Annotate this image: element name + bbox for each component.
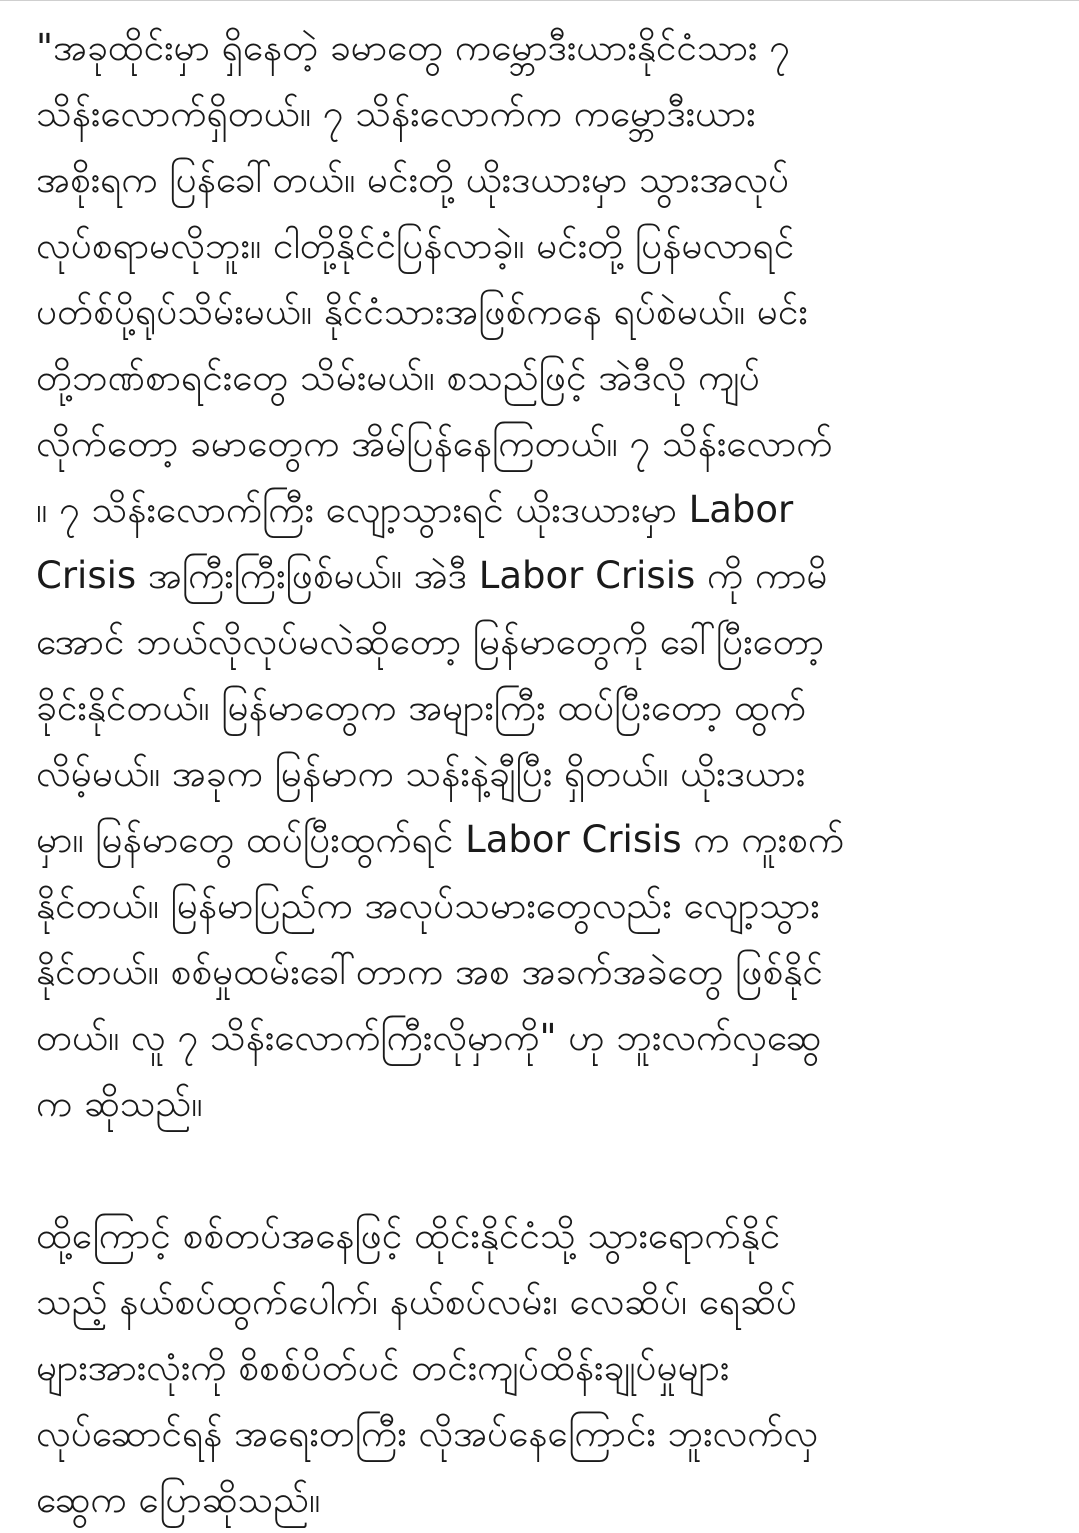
quote-paragraph [36, 15, 1056, 1137]
text-line: ထို့ကြောင့် စစ်တပ်အနေဖြင့် ထိုင်းနိုင်ငံသို့ သွားရောက်နိုင် [36, 1214, 781, 1257]
text-line: Crisis အကြီးကြီးဖြစ်မယ်။ အဲဒီ Labor Crisis ကို ကာမိ [36, 554, 828, 597]
article-body [36, 15, 1056, 1533]
text-line: နိုင်တယ်။ မြန်မာပြည်က အလုပ်သမားတွေလည်း လျော့သွား [36, 884, 820, 927]
closing-paragraph [36, 1203, 1056, 1533]
text-line: အစိုးရက ပြန်ခေါ်တယ်။ မင်းတို့ ယိုးဒယားမှာ သွားအလုပ် [36, 158, 790, 201]
text-line: လိုက်တော့ ခမာတွေက အိမ်ပြန်နေကြတယ်။ ၇ သိန်းလောက် [36, 422, 833, 465]
text-line: တယ်။ လူ ၇ သိန်းလောက်ကြီးလိုမှာကို" ဟု ဘူးလက်လှဆွေ [36, 1016, 822, 1059]
text-line: ပတ်စ်ပို့ရုပ်သိမ်းမယ်။ နိုင်ငံသားအဖြစ်ကနေ ရပ်စဲမယ်။ မင်း [36, 290, 808, 333]
text-line: မှာ။ မြန်မာတွေ ထပ်ပြီးထွက်ရင် Labor Crisis က ကူးစက် [36, 818, 845, 861]
text-line: သည့် နယ်စပ်ထွက်ပေါက်၊ နယ်စပ်လမ်း၊ လေဆိပ်၊ ရေဆိပ် [36, 1280, 797, 1323]
text-line: "အခုထိုင်းမှာ ရှိနေတဲ့ ခမာတွေ ကမ္ဘောဒီးယားနိုင်ငံသား ၇ [36, 26, 790, 69]
text-line: များအားလုံးကို စိစစ်ပိတ်ပင် တင်းကျပ်ထိန်းချုပ်မှုများ [36, 1346, 730, 1389]
text-line: လုပ်ဆောင်ရန် အရေးတကြီး လိုအပ်နေကြောင်း ဘူးလက်လှ [36, 1412, 819, 1455]
text-line: လုပ်စရာမလိုဘူး။ ငါတို့နိုင်ငံပြန်လာခဲ့။ မင်းတို့ ပြန်မလာရင် [36, 224, 795, 267]
text-line: သိန်းလောက်ရှိတယ်။ ၇ သိန်းလောက်က ကမ္ဘောဒီးယား [36, 92, 756, 135]
text-line: နိုင်တယ်။ စစ်မှုထမ်းခေါ်တာက အစ အခက်အခဲတွေ ဖြစ်နိုင် [36, 950, 823, 993]
text-line: ခိုင်းနိုင်တယ်။ မြန်မာတွေက အများကြီး ထပ်ပြီးတော့ ထွက် [36, 686, 806, 729]
text-line: လိမ့်မယ်။ အခုက မြန်မာက သန်းနဲ့ချီပြီး ရှိတယ်။ ယိုးဒယား [36, 752, 806, 795]
text-line: တို့ဘဏ်စာရင်းတွေ သိမ်းမယ်။ စသည်ဖြင့် အဲဒီလို ကျပ် [36, 356, 761, 399]
text-line: ဆွေက ပြောဆိုသည်။ [36, 1478, 321, 1521]
text-line: ။ ၇ သိန်းလောက်ကြီး လျော့သွားရင် ယိုးဒယားမှာ Labor [36, 488, 794, 531]
text-line: အောင် ဘယ်လိုလုပ်မလဲဆိုတော့ မြန်မာတွေကို ခေါ်ပြီးတော့ [36, 620, 824, 663]
text-line: က ဆိုသည်။ [36, 1082, 203, 1125]
